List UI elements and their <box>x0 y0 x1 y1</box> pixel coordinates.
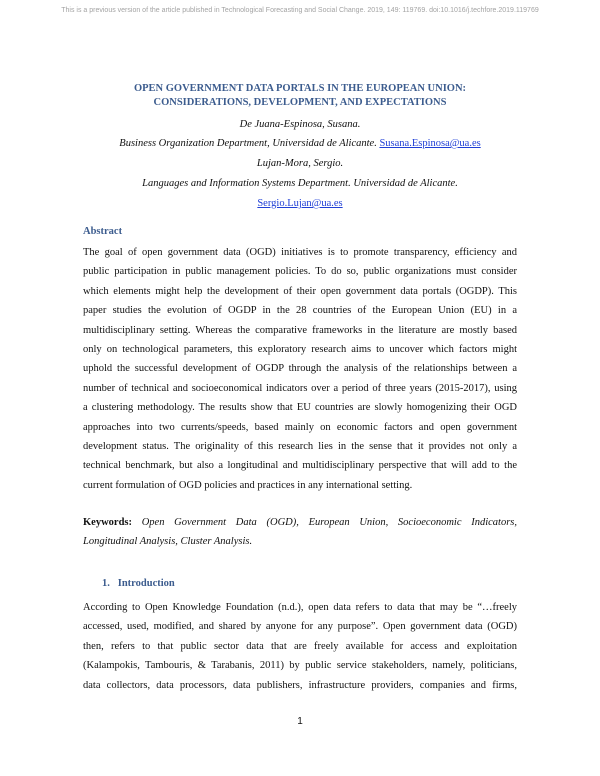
text-line: only on technological parameters, this exploratory research aims to uncover which factors might <box>83 343 517 355</box>
text-line: technical benchmark, but also a longitudinal and multidisciplinary perspective that will add to the <box>83 460 517 472</box>
text-line: accessed, used, modified, and shared by anyone for any purpose”. Open government data (OGD) <box>83 621 517 633</box>
title-line-1: OPEN GOVERNMENT DATA PORTALS IN THE EUROPEAN UNION: <box>133 83 467 94</box>
text-line: then, refers to that public sector data that are freely available for access and exploitation <box>83 640 517 652</box>
keywords <box>83 513 517 552</box>
text-line: uphold the successful development of OGDP through the analysis of the relationships between a <box>83 363 517 375</box>
text-line: The goal of open government data (OGD) initiatives is to promote transparency, efficiency and <box>83 247 517 258</box>
text-line: data collectors, data processors, data publishers, infrastructure providers, companies and firms, <box>83 679 517 691</box>
text-line: approaches into two currents/speeds, based mainly on economic factors and open government <box>83 421 517 433</box>
keywords-line-2 <box>83 532 517 551</box>
text-line: development status. The originality of this research lies in the sense that it provides not only a <box>83 440 517 452</box>
introduction-heading: 1. Introduction <box>102 578 175 589</box>
paper-title <box>60 82 540 110</box>
keywords-label: Keywords: <box>83 517 132 528</box>
keywords-text-2: Longitudinal Analysis, Cluster Analysis. <box>83 536 253 548</box>
text-line: multidisciplinary setting. Whereas the comparative frameworks in the literature are mostly based <box>83 324 517 336</box>
keywords-text-1: Open Government Data (OGD), European Union, Socioeconomic Indicators, <box>141 517 517 528</box>
keywords-line-1 <box>83 513 517 532</box>
abstract-body <box>83 243 517 495</box>
text-line: which elements might help the development of their open government data portals (OGDP). This <box>83 285 517 297</box>
author-2-email-line <box>60 198 540 209</box>
text-line: According to Open Knowledge Foundation (n.d.), open data refers to data that may be “…freely <box>83 602 517 613</box>
author-2-name: Lujan-Mora, Sergio. <box>256 158 344 169</box>
author-1-affiliation: Business Organization Department, Universidad de Alicante. <box>119 138 377 149</box>
publication-notice: This is a previous version of the article published in Technological Forecasting and Social Change. 2019, 149: 119769. doi:10.1016/j.techfore.2019.119769 <box>61 7 539 14</box>
title-line-2: CONSIDERATIONS, DEVELOPMENT, AND EXPECTATIONS <box>153 97 447 108</box>
text-line: current formulation of OGD policies and practices in any international setting. <box>83 479 413 491</box>
author-2-email-link[interactable]: Sergio.Lujan@ua.es <box>257 198 343 209</box>
author-1-affiliation-line <box>60 138 540 149</box>
text-line: (Kalampokis, Tambouris, & Tarabanis, 2011) by public service stakeholders, namely, politicians, <box>83 660 517 672</box>
author-2-affiliation: Languages and Information Systems Department. Universidad de Alicante. <box>142 178 458 189</box>
text-line: paper studies the evolution of OGDP in the 28 countries of the European Union (EU) in a <box>83 305 517 317</box>
text-line: number of technical and socioeconomical indicators over a period of three years (2015-2017), using <box>83 382 517 394</box>
text-line: a clustering methodology. The results show that EU countries are slowly homogenizing their OGD <box>83 402 517 414</box>
abstract-heading: Abstract <box>83 226 123 237</box>
text-line: public participation in public management policies. To do so, public organizations must consider <box>83 266 517 278</box>
introduction-body <box>83 598 517 695</box>
author-1-email-link[interactable]: Susana.Espinosa@ua.es <box>379 138 481 149</box>
page-number: 1 <box>297 716 303 727</box>
author-1-name: De Juana-Espinosa, Susana. <box>239 119 361 130</box>
